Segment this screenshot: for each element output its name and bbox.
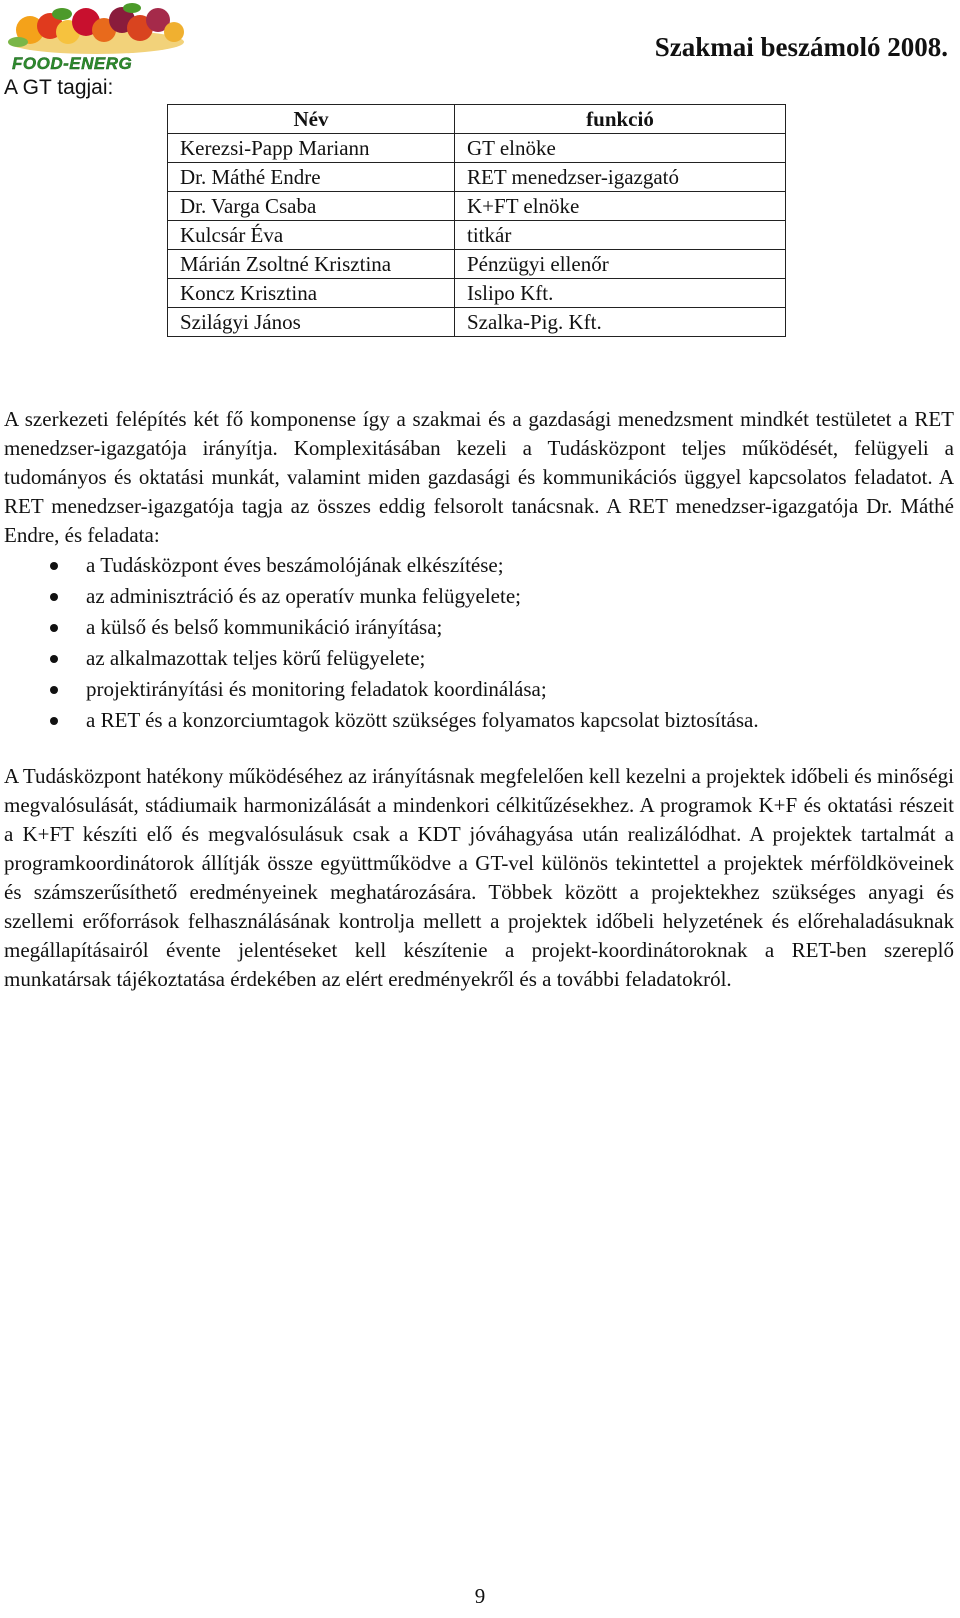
list-item	[4, 674, 954, 705]
logo-text: FOOD-ENERG	[12, 54, 133, 73]
member-name: Kerezsi-Papp Mariann	[168, 134, 455, 163]
duty-text: az alkalmazottak teljes körű felügyelete;	[86, 646, 426, 670]
bullet-icon	[50, 686, 58, 694]
table-row	[168, 308, 786, 337]
table-row	[168, 134, 786, 163]
report-title: Szakmai beszámoló 2008.	[654, 32, 948, 62]
bullet-icon	[50, 624, 58, 632]
member-function: RET menedzser-igazgató	[455, 163, 786, 192]
bullet-icon	[50, 562, 58, 570]
member-name: Márián Zsoltné Krisztina	[168, 250, 455, 279]
food-energ-logo	[4, 2, 188, 74]
members-label: A GT tagjai:	[4, 76, 114, 99]
table-row	[168, 221, 786, 250]
member-function: Pénzügyi ellenőr	[455, 250, 786, 279]
bullet-icon	[50, 717, 58, 725]
list-item	[4, 581, 954, 612]
member-function: Szalka-Pig. Kft.	[455, 308, 786, 337]
duty-text: a külső és belső kommunikáció irányítása;	[86, 615, 443, 639]
duty-text: az adminisztráció és az operatív munka felügyelete;	[86, 584, 521, 608]
member-function: GT elnöke	[455, 134, 786, 163]
bullet-icon	[50, 655, 58, 663]
table-row	[168, 192, 786, 221]
list-item	[4, 643, 954, 674]
fruit-vegetable-logo-icon	[4, 2, 188, 58]
list-item	[4, 550, 954, 581]
page-number: 9	[474, 1584, 486, 1608]
member-name: Dr. Máthé Endre	[168, 163, 455, 192]
list-item	[4, 705, 954, 736]
members-table	[167, 104, 786, 337]
column-header-function: funkció	[455, 105, 786, 134]
duties-list	[4, 550, 954, 736]
table-row	[168, 163, 786, 192]
bullet-icon	[50, 593, 58, 601]
duty-text: a RET és a konzorciumtagok között szükséges folyamatos kapcsolat biztosítása.	[86, 708, 759, 732]
member-function: Islipo Kft.	[455, 279, 786, 308]
member-name: Szilágyi János	[168, 308, 455, 337]
table-header-row	[168, 105, 786, 134]
structure-paragraph: A szerkezeti felépítés két fő komponense így a szakmai és a gazdasági menedzsment mindkét testületet a RET menedzser-igazgatója irányítja. Komplexitásában kezeli a Tudásközpont teljes működését, felügyeli a tudományos és oktatási munkát, valamint miden gazdasági és kommunikációs üggyel kapcsolatos feladatot. A RET menedzser-igazgatója tagja az összes eddig felsorolt tanácsnak. A RET menedzser-igazgatója Dr. Máthé Endre, és feladata:	[4, 407, 954, 547]
table-row	[168, 279, 786, 308]
list-item	[4, 612, 954, 643]
member-function: K+FT elnöke	[455, 192, 786, 221]
member-name: Koncz Krisztina	[168, 279, 455, 308]
duty-text: a Tudásközpont éves beszámolójának elkészítése;	[86, 553, 504, 577]
member-function: titkár	[455, 221, 786, 250]
management-paragraph: A Tudásközpont hatékony működéséhez az irányításnak megfelelően kell kezelni a projektek időbeli és minőségi megvalósulását, stádiumaik harmonizálását a mindenkori célkitűzésekhez. A programok K+F és oktatási részeit a K+FT készíti elő és megvalósulásuk csak a KDT jóváhagyása után realizálódhat. A projektek tartalmát a programkoordinátorok állítják össze együttműködve a GT-vel különös tekintettel a projektek mérföldköveinek és számszerűsíthető eredményeinek meghatározására. Többek között a projektekhez szükséges anyagi és szellemi erőforrások felhasználásának kontrolja mellett a projektek időbeli helyzetének és előrehaladásuknak megállapításairól évente jelentéseket kell készítenie a projekt-koordinátoroknak a RET-ben szereplő munkatársak tájékoztatása érdekében az elért eredményekről és a további feladatokról.	[4, 764, 954, 991]
member-name: Kulcsár Éva	[168, 221, 455, 250]
table-row	[168, 250, 786, 279]
member-name: Dr. Varga Csaba	[168, 192, 455, 221]
duty-text: projektirányítási és monitoring feladatok koordinálása;	[86, 677, 547, 701]
column-header-name: Név	[168, 105, 455, 134]
